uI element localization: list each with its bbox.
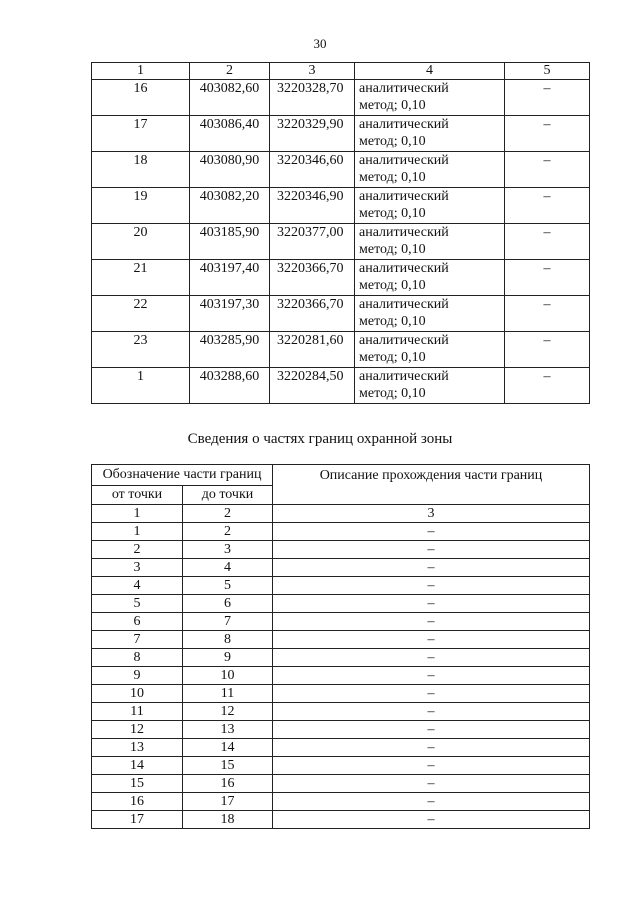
to-point: 7 [183,613,273,631]
boundary-header-row [92,465,590,486]
y-coordinate: 3220329,90 [270,116,355,152]
table-row [92,559,590,577]
to-point: 9 [183,649,273,667]
boundary-description: – [273,811,590,829]
x-coordinate: 403185,90 [190,224,270,260]
table-row [92,116,590,152]
boundary-description: – [273,703,590,721]
method-line: аналитический [359,261,449,276]
method-line: аналитический [359,297,449,312]
point-number: 1 [92,368,190,404]
boundary-description: – [273,613,590,631]
table-row [92,649,590,667]
x-coordinate: 403080,90 [190,152,270,188]
table-row [92,739,590,757]
from-point: 15 [92,775,183,793]
to-point: 4 [183,559,273,577]
table-row [92,721,590,739]
x-coordinate: 403082,60 [190,80,270,116]
accuracy-line: метод; 0,10 [359,314,426,329]
note-cell: – [505,224,590,260]
to-point: 5 [183,577,273,595]
from-point: 14 [92,757,183,775]
accuracy-line: метод; 0,10 [359,206,426,221]
accuracy-line: метод; 0,10 [359,278,426,293]
to-point: 18 [183,811,273,829]
to-point: 13 [183,721,273,739]
table-row [92,541,590,559]
y-coordinate: 3220346,90 [270,188,355,224]
from-point: 3 [92,559,183,577]
column-number-header: 3 [273,505,590,523]
from-point: 4 [92,577,183,595]
to-point: 3 [183,541,273,559]
note-cell: – [505,152,590,188]
point-number: 18 [92,152,190,188]
table-row [92,80,590,116]
from-point: 5 [92,595,183,613]
boundary-description: – [273,523,590,541]
x-coordinate: 403285,90 [190,332,270,368]
note-cell: – [505,332,590,368]
method-line: аналитический [359,81,449,96]
method-line: аналитический [359,153,449,168]
note-cell: – [505,80,590,116]
accuracy-line: метод; 0,10 [359,242,426,257]
y-coordinate: 3220366,70 [270,260,355,296]
boundary-description: – [273,721,590,739]
method-cell [355,368,505,404]
method-cell [355,116,505,152]
table-row [92,332,590,368]
column-number-header: 1 [92,63,190,80]
to-point: 6 [183,595,273,613]
point-number: 21 [92,260,190,296]
point-number: 16 [92,80,190,116]
from-point: 9 [92,667,183,685]
table-row [92,152,590,188]
note-cell: – [505,296,590,332]
table-row [92,775,590,793]
to-point: 17 [183,793,273,811]
table-row [92,577,590,595]
table-row [92,667,590,685]
note-cell: – [505,368,590,404]
x-coordinate: 403288,60 [190,368,270,404]
boundary-description: – [273,577,590,595]
from-point: 8 [92,649,183,667]
x-coordinate: 403086,40 [190,116,270,152]
note-cell: – [505,116,590,152]
coordinates-table [91,62,590,404]
y-coordinate: 3220328,70 [270,80,355,116]
boundary-description: – [273,685,590,703]
note-cell: – [505,188,590,224]
method-cell [355,296,505,332]
table-row [92,757,590,775]
y-coordinate: 3220377,00 [270,224,355,260]
method-line: аналитический [359,189,449,204]
boundary-designation-header: Обозначение части границ [92,465,273,486]
method-line: аналитический [359,369,449,384]
method-cell [355,152,505,188]
accuracy-line: метод; 0,10 [359,98,426,113]
accuracy-line: метод; 0,10 [359,134,426,149]
method-cell [355,188,505,224]
accuracy-line: метод; 0,10 [359,386,426,401]
from-point: 6 [92,613,183,631]
method-line: аналитический [359,225,449,240]
from-point-header: от точки [92,486,183,505]
from-point: 10 [92,685,183,703]
table-row [92,188,590,224]
y-coordinate: 3220366,70 [270,296,355,332]
from-point: 17 [92,811,183,829]
column-number-header: 2 [190,63,270,80]
page-number: 30 [313,36,327,51]
to-point: 10 [183,667,273,685]
point-number: 19 [92,188,190,224]
y-coordinate: 3220346,60 [270,152,355,188]
boundary-numbering-row [92,505,590,523]
to-point: 8 [183,631,273,649]
point-number: 20 [92,224,190,260]
to-point: 12 [183,703,273,721]
table-row [92,685,590,703]
table-row [92,703,590,721]
accuracy-line: метод; 0,10 [359,350,426,365]
column-number-header: 2 [183,505,273,523]
method-cell [355,260,505,296]
table-row [92,224,590,260]
coordinates-header-row [92,63,590,80]
method-cell [355,332,505,368]
x-coordinate: 403197,30 [190,296,270,332]
point-number: 22 [92,296,190,332]
boundary-description: – [273,667,590,685]
y-coordinate: 3220284,50 [270,368,355,404]
method-line: аналитический [359,117,449,132]
from-point: 11 [92,703,183,721]
table-row [92,595,590,613]
table-row [92,631,590,649]
boundary-description: – [273,649,590,667]
note-cell: – [505,260,590,296]
boundary-description: – [273,775,590,793]
column-number-header: 3 [270,63,355,80]
method-cell [355,224,505,260]
boundary-description: – [273,595,590,613]
boundary-description-header: Описание прохождения части границ [273,465,590,505]
accuracy-line: метод; 0,10 [359,170,426,185]
table-row [92,613,590,631]
boundary-description: – [273,631,590,649]
boundary-description: – [273,559,590,577]
boundary-description: – [273,739,590,757]
to-point: 14 [183,739,273,757]
boundary-description: – [273,541,590,559]
x-coordinate: 403197,40 [190,260,270,296]
table-row [92,296,590,332]
from-point: 16 [92,793,183,811]
point-number: 23 [92,332,190,368]
boundary-description: – [273,793,590,811]
column-number-header: 4 [355,63,505,80]
from-point: 2 [92,541,183,559]
y-coordinate: 3220281,60 [270,332,355,368]
from-point: 13 [92,739,183,757]
x-coordinate: 403082,20 [190,188,270,224]
section-title: Сведения о частях границ охранной зоны [187,431,453,447]
table-row [92,260,590,296]
boundary-parts-table [91,464,590,829]
table-row [92,793,590,811]
table-row [92,523,590,541]
column-number-header: 5 [505,63,590,80]
to-point-header: до точки [183,486,273,505]
table-row [92,811,590,829]
from-point: 1 [92,523,183,541]
method-cell [355,80,505,116]
to-point: 11 [183,685,273,703]
column-number-header: 1 [92,505,183,523]
to-point: 2 [183,523,273,541]
to-point: 15 [183,757,273,775]
from-point: 7 [92,631,183,649]
table-row [92,368,590,404]
point-number: 17 [92,116,190,152]
method-line: аналитический [359,333,449,348]
from-point: 12 [92,721,183,739]
to-point: 16 [183,775,273,793]
boundary-description: – [273,757,590,775]
